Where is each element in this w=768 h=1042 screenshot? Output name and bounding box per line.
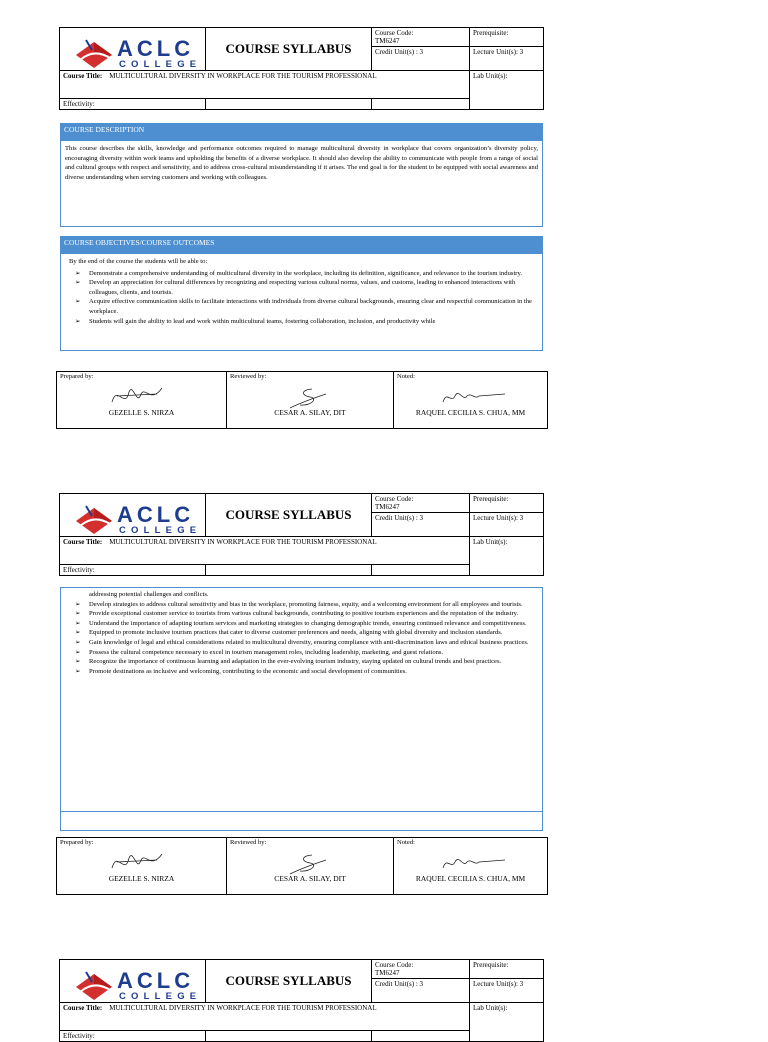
arrow-bullet-icon: ➢ (75, 648, 81, 656)
lecture-units-cell: Lecture Unit(s): 3 (470, 47, 544, 71)
objectives-footer-row (61, 811, 542, 830)
credit-units-cell: Credit Unit(s) : 3 (372, 47, 470, 71)
credit-units-cell: Credit Unit(s) : 3 (372, 513, 470, 537)
signature-block (56, 371, 548, 429)
course-description-box (60, 140, 543, 227)
arrow-bullet-icon: ➢ (75, 610, 81, 618)
prepared-by-cell: Prepared by: GEZELLE S. NIRZA (57, 372, 227, 429)
effectivity-cell: Effectivity: (60, 565, 206, 576)
arrow-bullet-icon: ➢ (75, 619, 81, 627)
aclc-logo: ACLC COLLEGE (72, 38, 197, 72)
course-code-cell: Course Code: TM6247 (372, 494, 470, 513)
arrow-bullet-icon: ➢ (75, 317, 81, 325)
reviewed-by-cell: Reviewed by: CESAR A. SILAY, DIT (227, 838, 394, 895)
course-code-cell: Course Code: TM6247 (372, 960, 470, 979)
arrow-bullet-icon: ➢ (75, 667, 81, 675)
list-item: ➢ Equipped to promote inclusive tourism practices that cater to diverse customer preferences and needs, aligning with global diversity and inclusion standards. (75, 629, 503, 637)
lab-units-cell: Lab Unit(s): (470, 71, 544, 110)
prerequisite-cell: Prerequisite: (470, 28, 544, 47)
lab-units-cell: Lab Unit(s): (470, 537, 544, 576)
list-item: addressing potential challenges and conflicts. (89, 591, 209, 598)
prerequisite-cell: Prerequisite: (470, 494, 544, 513)
logo-cell (60, 28, 206, 71)
course-objectives-continued-box (60, 587, 543, 831)
list-item: ➢ Possess the cultural competence necessary to excel in tourism management roles, including leadership, marketing, and guest relations. (75, 648, 444, 656)
logo-diamond-icon (72, 38, 116, 72)
course-description-text: This course describes the skills, knowledge and performance outcomes required to manage multicultural diversity in workplace that covers organization’s diversity policy, encouraging diversity within work teams and upholding the benefits of a diverse workplace. It should also develop the ability to communicate with people from a range of social and cultural groups with respect and sensitivity, and to address cross-cultural misunderstanding if it arises. The end goal is for the student to be equipped with social awareness and diverse understanding when serving customers and working with colleagues. (65, 145, 538, 181)
logo-cell (60, 494, 206, 537)
syllabus-header (59, 959, 544, 1042)
noted-by-cell: Noted: RAQUEL CECILIA S. CHUA, MM (394, 372, 548, 429)
lecture-units-cell: Lecture Unit(s): 3 (470, 513, 544, 537)
arrow-bullet-icon: ➢ (75, 600, 81, 608)
course-title-cell: Course Title: MULTICULTURAL DIVERSITY IN WORKPLACE FOR THE TOURISM PROFESSIONAL (60, 537, 470, 565)
list-item: ➢ Gain knowledge of legal and ethical considerations related to multicultural diversity, ensuring compliance with anti-discrimination laws and ethical business practices. (75, 638, 529, 646)
signature-scribble-icon (439, 384, 509, 408)
arrow-bullet-icon: ➢ (75, 658, 81, 666)
arrow-bullet-icon: ➢ (75, 298, 81, 306)
logo-cell (60, 960, 206, 1003)
signature-scribble-icon (282, 386, 332, 410)
noted-by-cell: Noted: RAQUEL CECILIA S. CHUA, MM (394, 838, 548, 895)
signature-block (56, 837, 548, 895)
arrow-bullet-icon: ➢ (75, 638, 81, 646)
list-item: ➢ Recognize the importance of continuous learning and adaptation in the ever-evolving tourism industry, staying updated on cultural trends and best practices. (75, 658, 502, 666)
lab-units-cell: Lab Unit(s): (470, 1003, 544, 1042)
arrow-bullet-icon: ➢ (75, 629, 81, 637)
list-item: ➢ Acquire effective communication skills to facilitate interactions with individuals from diverse cultural backgrounds, ensuring clear and respectful communication in the workplace. (75, 298, 532, 315)
document-title: COURSE SYLLABUS (206, 494, 372, 537)
lecture-units-cell: Lecture Unit(s): 3 (470, 979, 544, 1003)
document-title: COURSE SYLLABUS (206, 960, 372, 1003)
logo-diamond-icon (72, 504, 116, 538)
objectives-intro: By the end of the course the students will be able to: (69, 258, 208, 265)
aclc-logo: ACLC COLLEGE (72, 504, 197, 538)
arrow-bullet-icon: ➢ (75, 269, 81, 277)
reviewed-by-cell: Reviewed by: CESAR A. SILAY, DIT (227, 372, 394, 429)
course-title-cell: Course Title: MULTICULTURAL DIVERSITY IN WORKPLACE FOR THE TOURISM PROFESSIONAL (60, 1003, 470, 1031)
document-title: COURSE SYLLABUS (206, 28, 372, 71)
syllabus-header (59, 493, 544, 576)
list-item: ➢ Understand the importance of adapting tourism services and marketing strategies to changing demographic trends, ensuring continued relevance and competitiveness. (75, 619, 527, 627)
prepared-by-cell: Prepared by: GEZELLE S. NIRZA (57, 838, 227, 895)
signature-scribble-icon (282, 852, 332, 876)
course-objectives-box (60, 253, 543, 351)
prerequisite-cell: Prerequisite: (470, 960, 544, 979)
list-item: ➢ Demonstrate a comprehensive understanding of multicultural diversity in the workplace, including its definition, significance, and relevance to the tourism industry. (75, 269, 522, 277)
course-code-cell: Course Code: TM6247 (372, 28, 470, 47)
list-item: ➢ Develop strategies to address cultural sensitivity and bias in the workplace, promoting fairness, equity, and a welcoming environment for all employees and tourists. (75, 600, 523, 608)
credit-units-cell: Credit Unit(s) : 3 (372, 979, 470, 1003)
course-title-cell: Course Title: MULTICULTURAL DIVERSITY IN WORKPLACE FOR THE TOURISM PROFESSIONAL (60, 71, 470, 99)
syllabus-header (59, 27, 544, 110)
list-item: ➢ Develop an appreciation for cultural differences by recognizing and respecting various cultural norms, values, and customs, leading to enhanced interactions with colleagues, clients, and tourists. (75, 279, 516, 296)
objectives-list-continued (61, 590, 542, 676)
list-item: ➢ Students will gain the ability to lead and work within multicultural teams, fostering collaboration, inclusion, and productivity while (75, 317, 436, 325)
effectivity-cell: Effectivity: (60, 99, 206, 110)
course-objectives-heading: COURSE OBJECTIVES/COURSE OUTCOMES (60, 236, 543, 253)
list-item: ➢ Provide exceptional customer service to tourists from various cultural backgrounds, contributing to positive tourism experiences and the reputation of the industry. (75, 610, 519, 618)
effectivity-cell: Effectivity: (60, 1031, 206, 1042)
aclc-logo: ACLC COLLEGE (72, 970, 197, 1004)
objectives-list (61, 269, 542, 327)
list-item: ➢ Promote destinations as inclusive and welcoming, contributing to the economic and social development of communities. (75, 667, 407, 675)
course-description-heading: COURSE DESCRIPTION (60, 123, 543, 140)
signature-scribble-icon (439, 850, 509, 874)
logo-diamond-icon (72, 970, 116, 1004)
arrow-bullet-icon: ➢ (75, 279, 81, 287)
